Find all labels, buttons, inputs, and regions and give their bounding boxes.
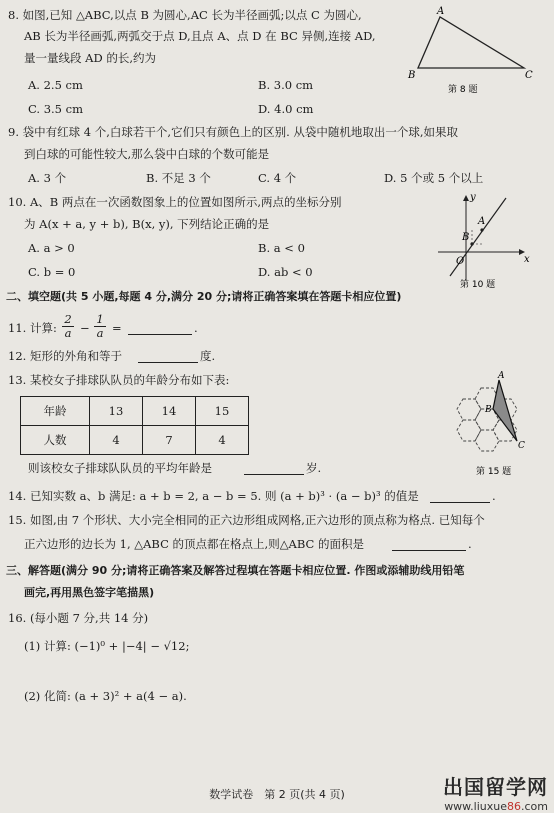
q10-graph-figure	[436, 190, 536, 290]
q8-line3: 量一量线段 AD 的长,约为	[24, 51, 156, 65]
page-footer: 数学试卷 第 2 页(共 4 页)	[209, 788, 345, 801]
q8-option-a: A. 2.5 cm	[28, 78, 83, 92]
q8-fig-label-a: A	[437, 6, 445, 17]
q14-answer-blank[interactable]	[430, 490, 490, 503]
q11-numerator-2: 1	[94, 313, 106, 327]
table-header-age: 年龄	[21, 397, 90, 426]
q15-fig-label-a: A	[498, 371, 505, 381]
table-cell: 15	[196, 397, 249, 426]
site-watermark	[412, 771, 548, 813]
q10-line1: 10. A、B 两点在一次函数图象上的位置如图所示,两点的坐标分别	[8, 195, 342, 209]
q10-fig-label-b: B	[462, 232, 470, 243]
section-2-heading: 二、填空题(共 5 小题,每题 4 分,满分 20 分;请将正确答案填在答题卡相应位置)	[6, 290, 402, 303]
q11-denominator-2: a	[96, 325, 104, 340]
table-row	[21, 426, 249, 455]
q13-unit: 岁.	[306, 461, 322, 475]
q9-option-a: A. 3 个	[28, 171, 67, 185]
q15-caption: 第 15 题	[476, 467, 512, 477]
q11-equals: =	[112, 321, 122, 335]
q8-fig-label-c: C	[525, 70, 533, 81]
q10-option-d: D. ab < 0	[258, 265, 313, 279]
q16-part2: (2) 化简: (a + 3)² + a(4 − a).	[24, 689, 187, 703]
q11-end: .	[194, 321, 198, 335]
watermark-url-part-b: 86	[507, 800, 521, 813]
q8-option-d: D. 4.0 cm	[258, 102, 314, 116]
q10-fig-label-x: x	[524, 254, 530, 265]
q15-answer-blank[interactable]	[392, 538, 466, 551]
q10-fig-label-o: O	[456, 256, 465, 267]
table-row	[21, 397, 249, 426]
q9-line1: 9. 袋中有红球 4 个,白球若干个,它们只有颜色上的区别. 从袋中随机地取出一个球,如果取	[8, 125, 459, 139]
table-cell: 14	[143, 397, 196, 426]
q9-option-c: C. 4 个	[258, 171, 297, 185]
q11-answer-blank[interactable]	[128, 322, 192, 335]
table-header-count: 人数	[21, 426, 90, 455]
q16-part1: (1) 计算: (−1)⁰ + |−4| − √12;	[24, 639, 190, 653]
q11-fraction-1	[62, 313, 74, 339]
q15-fig-label-b: B	[485, 405, 492, 415]
q11-prefix: 11. 计算:	[8, 321, 57, 335]
q11-denominator-1: a	[64, 325, 72, 340]
q15-end: .	[468, 537, 472, 551]
q16-title: 16. (每小题 7 分,共 14 分)	[8, 611, 149, 625]
watermark-url-part-c: .com	[521, 800, 548, 813]
table-cell: 7	[143, 426, 196, 455]
q8-option-c: C. 3.5 cm	[28, 102, 83, 116]
watermark-url	[412, 800, 548, 813]
q9-option-b: B. 不足 3 个	[146, 171, 211, 185]
q8-caption: 第 8 题	[448, 85, 478, 95]
section-3-heading-line1: 三、解答题(满分 90 分;请将正确答案及解答过程填在答题卡相应位置. 作图或添辅助线用铅笔	[6, 564, 465, 577]
q14-text: 14. 已知实数 a、b 满足: a + b = 2, a − b = 5. 则 (a + b)³ · (a − b)³ 的值是	[8, 489, 419, 503]
q12-unit: 度.	[200, 349, 216, 363]
q10-option-c: C. b = 0	[28, 265, 76, 279]
q11-numerator-1: 2	[62, 313, 74, 327]
q13-answer-blank[interactable]	[244, 462, 304, 475]
q13-line2: 则该校女子排球队队员的平均年龄是	[28, 461, 212, 475]
q11-fraction-2	[94, 313, 106, 339]
q15-line2: 正六边形的边长为 1, △ABC 的顶点都在格点上,则△ABC 的面积是	[24, 537, 364, 551]
q10-fig-label-a: A	[478, 216, 486, 227]
watermark-url-part-a: www.liuxue	[444, 800, 507, 813]
q9-line2: 到白球的可能性较大,那么袋中白球的个数可能是	[24, 147, 270, 161]
table-cell: 4	[90, 426, 143, 455]
q10-fig-label-y: y	[470, 192, 476, 203]
q10-caption: 第 10 题	[460, 280, 496, 290]
q8-line2: AB 长为半径画弧,两弧交于点 D,且点 A、点 D 在 BC 异侧,连接 AD,	[24, 29, 376, 43]
q12-answer-blank[interactable]	[138, 350, 198, 363]
q15-hexagon-figure	[448, 366, 544, 482]
q9-option-d: D. 5 个或 5 个以上	[384, 171, 484, 185]
q11-minus: −	[80, 321, 90, 335]
table-cell: 13	[90, 397, 143, 426]
q8-triangle-figure	[404, 4, 540, 96]
q10-line2: 为 A(x + a, y + b), B(x, y), 下列结论正确的是	[24, 217, 270, 231]
table-cell: 4	[196, 426, 249, 455]
q10-option-a: A. a > 0	[28, 241, 75, 255]
q15-fig-label-c: C	[518, 441, 525, 451]
q14-end: .	[492, 489, 496, 503]
q8-fig-label-b: B	[408, 70, 416, 81]
q15-line1: 15. 如图,由 7 个形状、大小完全相同的正六边形组成网格,正六边形的顶点称为格点. 已知每个	[8, 513, 485, 527]
q8-line1: 8. 如图,已知 △ABC,以点 B 为圆心,AC 长为半径画弧;以点 C 为圆心,	[8, 8, 362, 22]
watermark-title: 出国留学网	[443, 775, 548, 799]
q8-option-b: B. 3.0 cm	[258, 78, 314, 92]
q13-age-table	[20, 396, 249, 455]
section-3-heading-line2: 画完,再用黑色签字笔描黑)	[24, 586, 155, 599]
q13-line1: 13. 某校女子排球队队员的年龄分布如下表:	[8, 373, 230, 387]
q10-option-b: B. a < 0	[258, 241, 305, 255]
q12-text: 12. 矩形的外角和等于	[8, 349, 122, 363]
